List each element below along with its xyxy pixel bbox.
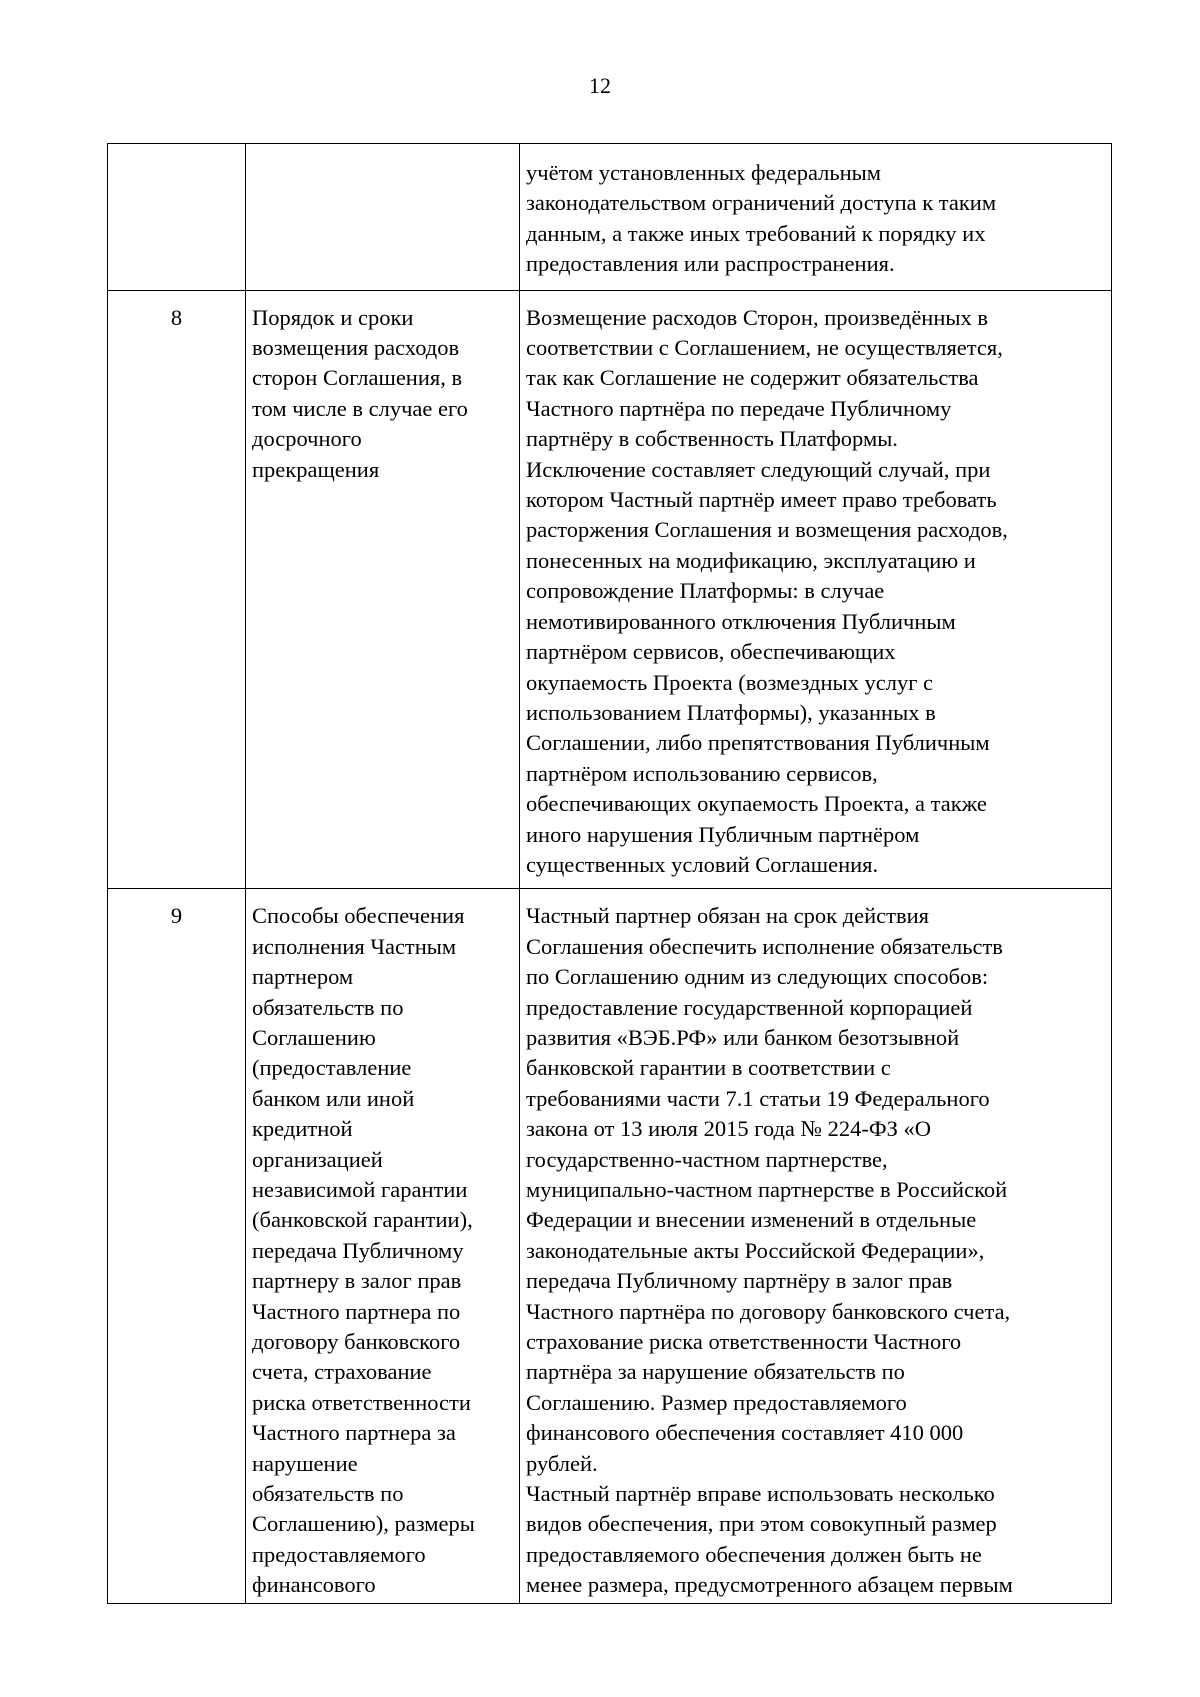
row-number-cell: 9 (108, 889, 246, 1603)
row-number-cell: 8 (108, 290, 246, 889)
table-row-8 (108, 290, 1112, 889)
row-description-cell: Возмещение расходов Сторон, произведённых в соответствии с Соглашением, не осуществляется, так как Соглашение не содержит обязательства Частного партнёра по передаче Публичному партнёру в собственность Платформы. Исключение составляет следующий случай, при котором Частный партнёр имеет право требовать расторжения Соглашения и возмещения расходов, понесенных на модификацию, эксплуатацию и сопровождение Платформы: в случае немотивированного отключения Публичным партнёром сервисов, обеспечивающих окупаемость Проекта (возмездных услуг с использованием Платформы), указанных в Соглашении, либо препятствования Публичным партнёром использованию сервисов, обеспечивающих окупаемость Проекта, а также иного нарушения Публичным партнёром существенных условий Соглашения. (520, 290, 1112, 889)
row-description-cell: Частный партнер обязан на срок действия Соглашения обеспечить исполнение обязательств по Соглашению одним из следующих способов: предоставление государственной корпорацией развития «ВЭБ.РФ» или банком безотзывной банковской гарантии в соответствии с требованиями части 7.1 статьи 19 Федерального закона от 13 июля 2015 года № 224-ФЗ «О государственно-частном партнерстве, муниципально-частном партнерстве в Российской Федерации и внесении изменений в отдельные законодательные акты Российской Федерации», передача Публичному партнёру в залог прав Частного партнёра по договору банковского счета, страхование риска ответственности Частного партнёра за нарушение обязательств по Соглашению. Размер предоставляемого финансового обеспечения составляет 410 000 рублей. Частный партнёр вправе использовать несколько видов обеспечения, при этом совокупный размер предоставляемого обеспечения должен быть не менее размера, предусмотренного абзацем первым (520, 889, 1112, 1603)
table-row-9 (108, 889, 1112, 1603)
page-number: 12 (589, 73, 611, 98)
row-title-cell (246, 144, 520, 291)
row-number-cell (108, 144, 246, 291)
row-title-cell: Порядок и сроки возмещения расходов сторон Соглашения, в том числе в случае его досрочного прекращения (246, 290, 520, 889)
agreement-table (107, 143, 1112, 1604)
row-title-cell: Способы обеспечения исполнения Частным партнером обязательств по Соглашению (предоставление банком или иной кредитной организацией независимой гарантии (банковской гарантии), передача Публичному партнеру в залог прав Частного партнера по договору банковского счета, страхование риска ответственности Частного партнера за нарушение обязательств по Соглашению), размеры предоставляемого финансового (246, 889, 520, 1603)
row-description-cell: учётом установленных федеральным законодательством ограничений доступа к таким данным, а также иных требований к порядку их предоставления или распространения. (520, 144, 1112, 291)
table-row-continuation (108, 144, 1112, 291)
